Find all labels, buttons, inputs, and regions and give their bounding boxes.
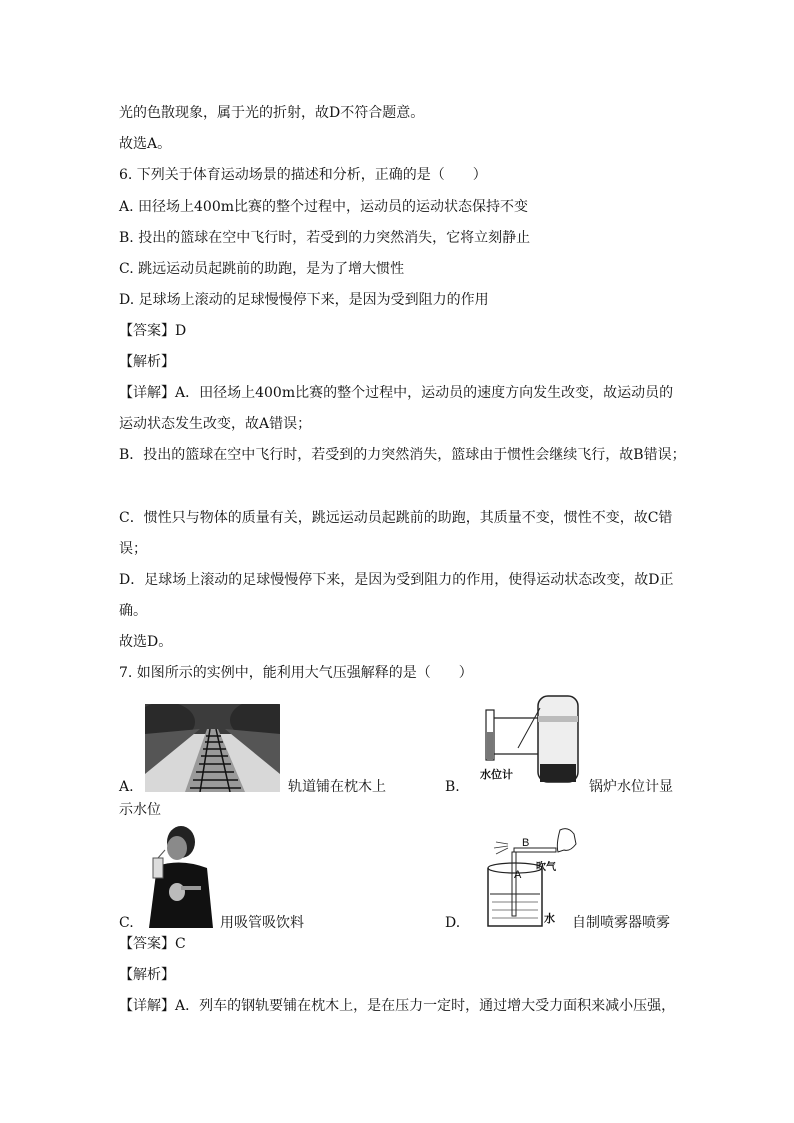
- option-d-text: 自制喷雾器喷雾: [572, 915, 670, 931]
- option-b: B. 投出的篮球在空中飞行时，若受到的力突然消失，它将立刻静止: [119, 230, 531, 246]
- option-a-letter: A.: [119, 779, 134, 795]
- option-c-text: 用吸管吸饮料: [220, 915, 304, 931]
- text-line: 故选D。: [119, 634, 173, 650]
- sprayer-diagram: [478, 822, 583, 930]
- option-d-letter: D.: [445, 915, 461, 931]
- child-drinking-image: [143, 824, 215, 930]
- text-line: 确。: [119, 603, 147, 619]
- railway-track-image: [145, 704, 280, 792]
- option-a-text: 轨道铺在枕木上: [288, 779, 386, 795]
- answer-label: 【答案】C: [119, 936, 186, 952]
- answer-label: 【答案】D: [119, 323, 187, 339]
- option-b-text: 锅炉水位计显: [589, 779, 673, 795]
- blow-air-label: 吹气: [536, 862, 556, 873]
- water-level-gauge-label: 水位计: [480, 769, 513, 781]
- text-line: 光的色散现象，属于光的折射，故D不符合题意。: [119, 105, 425, 121]
- point-b-label: B: [522, 837, 530, 849]
- question-6-stem: 6. 下列关于体育运动场景的描述和分析，正确的是（ ）: [119, 167, 487, 183]
- water-label: 水: [544, 913, 555, 925]
- text-line: D．足球场上滚动的足球慢慢停下来，是因为受到阻力的作用，使得运动状态改变，故D正: [119, 572, 674, 588]
- boiler-gauge-image: [478, 688, 586, 788]
- text-line: 【详解】A．列车的钢轨要铺在枕木上，是在压力一定时，通过增大受力面积来减小压强，: [119, 998, 676, 1014]
- option-c-letter: C.: [119, 915, 134, 931]
- option-a: A. 田径场上400m比赛的整个过程中，运动员的运动状态保持不变: [119, 199, 529, 215]
- text-line: 运动状态发生改变，故A错误；: [119, 416, 312, 432]
- analysis-label: 【解析】: [119, 354, 175, 370]
- text-line: 故选A。: [119, 136, 172, 152]
- option-b-text-cont: 示水位: [119, 802, 161, 818]
- text-line: 误；: [119, 541, 147, 557]
- text-line: 【详解】A．田径场上400m比赛的整个过程中，运动员的速度方向发生改变，故运动员的: [119, 385, 674, 401]
- option-b-letter: B.: [445, 779, 460, 795]
- text-line: B．投出的篮球在空中飞行时，若受到的力突然消失，篮球由于惯性会继续飞行，故B错误；: [119, 447, 686, 463]
- point-a-label: A: [514, 869, 522, 881]
- option-c: C. 跳远运动员起跳前的助跑，是为了增大惯性: [119, 261, 405, 277]
- question-7-stem: 7. 如图所示的实例中，能利用大气压强解释的是（ ）: [119, 665, 473, 681]
- analysis-label: 【解析】: [119, 967, 175, 983]
- option-d: D. 足球场上滚动的足球慢慢停下来，是因为受到阻力的作用: [119, 292, 489, 308]
- text-line: C．惯性只与物体的质量有关，跳远运动员起跳前的助跑，其质量不变，惯性不变，故C错: [119, 510, 673, 526]
